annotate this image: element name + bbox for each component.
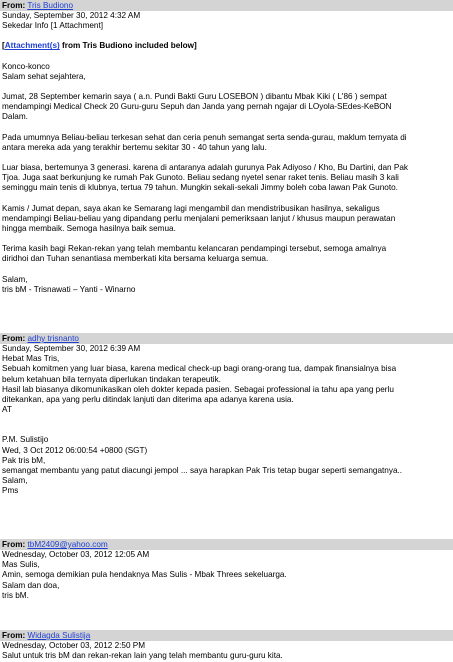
email-date: Sunday, September 30, 2012 4:32 AM [2, 11, 141, 20]
body-line: ditekankan, apa yang perlu ditindak lanjuti dan diterima apa adanya karena usia. [2, 395, 294, 405]
body-line: Salam, [2, 476, 28, 486]
body-line: Jumat, 28 September kemarin saya ( a.n. Pundi Bakti Guru LOSEBON ) dibantu Mbak Kiki ( L'86 ) sempat [2, 92, 387, 102]
sender-link[interactable]: adhy trisnanto [27, 334, 79, 343]
sender-link[interactable]: Tris Budiono [27, 1, 74, 10]
attachment-note: [Attachment(s) from Tris Budiono included below] [2, 41, 197, 51]
body-line: tris bM. [2, 590, 29, 600]
attachment-link[interactable]: Attachment(s) [4, 41, 60, 51]
from-label: From: [2, 631, 26, 640]
email-date: Sunday, September 30, 2012 6:39 AM [2, 344, 141, 353]
email-date: Wednesday, October 03, 2012 2:50 PM [2, 641, 146, 650]
from-label: From: [2, 334, 26, 343]
body-line: mendampingi Medical Check 20 Guru-guru Sepuh dan Janda yang pernah ngajar di LOyola-SEdes-KeBON [2, 102, 392, 112]
sender-link[interactable]: tbM2409@yahoo.com [27, 540, 108, 549]
email-message-2 [0, 333, 453, 497]
body-line: P.M. Sulistijo [2, 435, 49, 445]
body-line: Pada umumnya Beliau-beliau terkesan sehat dan ceria penuh semangat serta senda-gurau, maklum ternyata di [2, 132, 407, 142]
body-line: Sebuah komitmen yang luar biasa, karena medical check-up bagi orang-orang tua, dampak finansialnya bisa [2, 364, 397, 374]
email-subject: Sekedar Info [1 Attachment] [2, 21, 104, 31]
email-message-4 [0, 630, 453, 661]
body-line: Luar biasa, bertemunya 3 generasi. karena di antaranya adalah gurunya Pak Adiyoso / Kho, Bu Dartini, dan Pak [2, 163, 408, 173]
email-message-1 [0, 0, 453, 295]
from-label: From: [2, 540, 26, 549]
body-line: diridhoi dan Tuhan senantiasa memberkati kita bersama keluarga semua. [2, 254, 269, 264]
body-line: Amin, semoga demikian pula hendaknya Mas Sulis - Mbak Threes sekeluarga. [2, 570, 287, 580]
sender-link[interactable]: Widagda Sulistija [27, 631, 91, 640]
body-line: Kamis / Jumat depan, saya akan ke Semarang lagi mengambil dan mendistribusikan hasilnya, sekaligus [2, 203, 380, 213]
body-line: Konco-konco [2, 61, 50, 71]
body-line: Salam, [2, 274, 28, 284]
body-line: seminggu main tenis di klubnya, tertua 79 tahun. Mungkin sekali-sekali Jimmy boleh coba lawan Pak Gunoto. [2, 183, 398, 193]
body-line: Salut untuk tris bM dan rekan-rekan lain yang telah membantu guru-guru kita. [2, 651, 283, 661]
body-line: Tjoa. Juga saat berkunjung ke rumah Pak Gunoto. Beliau sedang nyetel senar raket tenis. Beliau masih 3 kali [2, 173, 399, 183]
body-line: semangat membantu yang patut diacungi jempol ... saya harapkan Pak Tris tetap bugar seperti semangatnya.. [2, 466, 403, 476]
body-line: Salam sehat sejahtera, [2, 71, 86, 81]
body-line: Mas Sulis, [2, 560, 40, 570]
body-line: antara mereka ada yang terakhir bertemu sekitar 30 - 40 tahun yang lalu. [2, 142, 267, 152]
email-message-3 [0, 539, 453, 601]
body-line: Hebat Mas Tris, [2, 354, 60, 364]
from-label: From: [2, 1, 26, 10]
body-line: hingga membaik. Semoga hasilnya baik semua. [2, 224, 176, 234]
body-line: Hasil lab biasanya dikomunikasikan oleh dokter kepada pasien. Sebagai professional ia tahu apa yang perlu [2, 384, 394, 394]
body-line: Pms [2, 486, 19, 496]
email-header [0, 630, 453, 641]
body-line: Wed, 3 Oct 2012 06:00:54 +0800 (SGT) [2, 445, 148, 455]
email-header [0, 539, 453, 550]
email-body [0, 354, 453, 496]
email-body [0, 560, 453, 601]
email-date: Wednesday, October 03, 2012 12:05 AM [2, 550, 150, 559]
body-line: Pak tris bM, [2, 455, 46, 465]
email-header [0, 333, 453, 344]
email-body [0, 651, 453, 661]
body-line: Salam dan doa, [2, 580, 60, 590]
body-line: Terima kasih bagi Rekan-rekan yang telah membantu kelancaran pendampingi tersebut, semoga amalnya [2, 244, 387, 254]
body-line: belum ketahuan bila ternyata diperlukan tindakan terapeutik. [2, 374, 221, 384]
body-line: AT [2, 405, 12, 415]
body-line: Dalam. [2, 112, 28, 122]
body-line: mendampingi Beliau-beliau yang dipandang perlu menjalani pemeriksaan lanjut / khusus maupun perawatan [2, 213, 396, 223]
body-line: tris bM - Trisnawati – Yanti - Winarno [2, 284, 136, 294]
email-header [0, 0, 453, 11]
email-body [0, 62, 453, 295]
